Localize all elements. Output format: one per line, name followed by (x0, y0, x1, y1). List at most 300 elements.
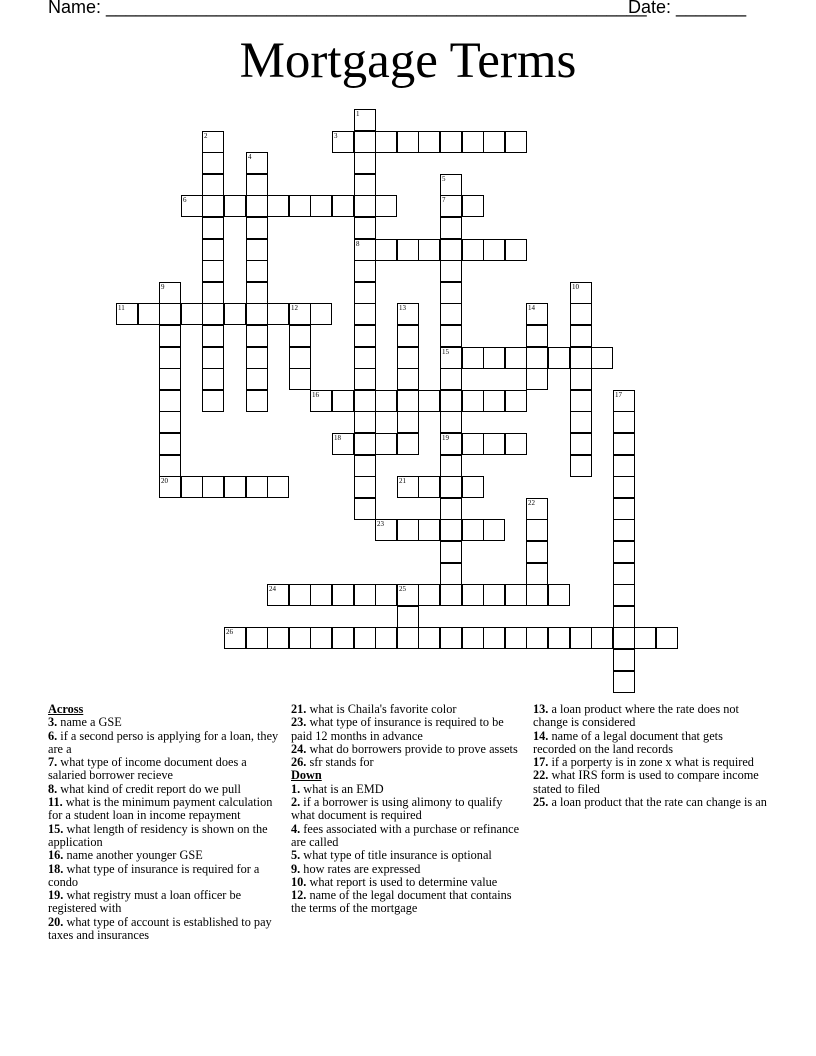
crossword-cell[interactable] (462, 627, 484, 649)
crossword-cell[interactable] (246, 260, 268, 282)
crossword-cell[interactable] (202, 325, 224, 347)
crossword-cell[interactable] (505, 239, 527, 261)
clue-number: 11. (48, 795, 63, 810)
crossword-cell[interactable] (397, 347, 419, 369)
crossword-cell[interactable] (591, 627, 613, 649)
cell-number: 12 (291, 304, 298, 312)
clue-item (48, 863, 283, 890)
crossword-cell[interactable] (440, 217, 462, 239)
crossword-cell[interactable] (613, 671, 635, 693)
crossword-cell[interactable] (246, 368, 268, 390)
crossword-cell[interactable] (354, 347, 376, 369)
crossword-cell[interactable] (613, 476, 635, 498)
clue-text: a loan product that the rate can change is an (548, 795, 767, 810)
crossword-cell[interactable] (375, 627, 397, 649)
clue-number: 4. (291, 821, 301, 836)
clue-number: 8. (48, 781, 58, 796)
crossword-cell[interactable] (202, 303, 224, 325)
crossword-cell[interactable] (440, 433, 462, 455)
crossword-cell[interactable] (440, 498, 462, 520)
crossword-cell[interactable] (202, 131, 224, 153)
crossword-cell[interactable] (397, 433, 419, 455)
crossword-cell[interactable] (440, 303, 462, 325)
crossword-cell[interactable] (526, 541, 548, 563)
clue-text: name of the legal document that contains the terms of the mortgage (291, 888, 512, 916)
crossword-cell[interactable] (526, 498, 548, 520)
crossword-cell[interactable] (354, 260, 376, 282)
crossword-cell[interactable] (202, 368, 224, 390)
crossword-cell[interactable] (440, 282, 462, 304)
crossword-cell[interactable] (548, 584, 570, 606)
crossword-cell[interactable] (397, 325, 419, 347)
crossword-cell[interactable] (310, 390, 332, 412)
cell-number: 20 (161, 477, 168, 485)
crossword-cell[interactable] (354, 109, 376, 131)
crossword-cell[interactable] (462, 239, 484, 261)
crossword-cell[interactable] (246, 347, 268, 369)
crossword-cell[interactable] (224, 476, 246, 498)
clue-number: 14. (533, 728, 549, 743)
crossword-cell[interactable] (202, 347, 224, 369)
crossword-cell[interactable] (483, 239, 505, 261)
crossword-cell[interactable] (397, 584, 419, 606)
clue-item (291, 863, 526, 876)
crossword-cell[interactable] (159, 390, 181, 412)
crossword-cell[interactable] (526, 325, 548, 347)
cell-number: 15 (442, 348, 449, 356)
clue-item (48, 849, 283, 862)
crossword-cell[interactable] (354, 217, 376, 239)
crossword-cell[interactable] (462, 584, 484, 606)
crossword-cell[interactable] (181, 303, 203, 325)
crossword-cell[interactable] (159, 433, 181, 455)
crossword-cell[interactable] (462, 131, 484, 153)
crossword-cell[interactable] (483, 584, 505, 606)
crossword-cell[interactable] (418, 390, 440, 412)
clue-item (48, 716, 283, 729)
clue-text: what is an EMD (300, 781, 384, 796)
crossword-cell[interactable] (483, 347, 505, 369)
crossword-cell[interactable] (397, 476, 419, 498)
crossword-cell[interactable] (418, 584, 440, 606)
clue-item (48, 796, 283, 823)
crossword-cell[interactable] (202, 217, 224, 239)
crossword-cell[interactable] (397, 303, 419, 325)
crossword-cell[interactable] (202, 174, 224, 196)
crossword-cell[interactable] (354, 584, 376, 606)
crossword-cell[interactable] (418, 519, 440, 541)
clue-item (48, 783, 283, 796)
crossword-cell[interactable] (354, 195, 376, 217)
crossword-cell[interactable] (354, 174, 376, 196)
crossword-cell[interactable] (354, 152, 376, 174)
crossword-cell[interactable] (289, 347, 311, 369)
clue-number: 17. (533, 755, 549, 770)
crossword-cell[interactable] (440, 476, 462, 498)
crossword-cell[interactable] (526, 563, 548, 585)
crossword-cell[interactable] (116, 303, 138, 325)
crossword-cell[interactable] (159, 411, 181, 433)
clue-text: name another younger GSE (63, 848, 203, 863)
crossword-cell[interactable] (246, 152, 268, 174)
crossword-cell[interactable] (570, 282, 592, 304)
crossword-cell[interactable] (289, 584, 311, 606)
crossword-cell[interactable] (354, 325, 376, 347)
crossword-cell[interactable] (354, 433, 376, 455)
crossword-cell[interactable] (397, 368, 419, 390)
clue-section-heading: Across (48, 702, 84, 716)
clue-number: 7. (48, 755, 58, 770)
clue-item (291, 849, 526, 862)
crossword-cell[interactable] (332, 433, 354, 455)
crossword-cell[interactable] (310, 303, 332, 325)
crossword-cell[interactable] (462, 519, 484, 541)
clue-text: if a second perso is applying for a loan, they are a (48, 728, 279, 756)
clue-text: fees associated with a purchase or refinance are called (291, 821, 520, 849)
clue-text: what length of residency is shown on the application (48, 821, 268, 849)
cell-number: 26 (226, 628, 233, 636)
crossword-cell[interactable] (289, 368, 311, 390)
crossword-cell[interactable] (613, 390, 635, 412)
crossword-cell[interactable] (440, 174, 462, 196)
clue-text: what type of title insurance is optional (300, 848, 492, 863)
crossword-cell[interactable] (440, 260, 462, 282)
crossword-cell[interactable] (483, 131, 505, 153)
clue-item (48, 730, 283, 757)
crossword-cell[interactable] (159, 347, 181, 369)
crossword-cell[interactable] (224, 627, 246, 649)
crossword-cell[interactable] (613, 433, 635, 455)
clue-item (291, 783, 526, 796)
crossword-cell[interactable] (159, 476, 181, 498)
crossword-cell[interactable] (289, 303, 311, 325)
crossword-cell[interactable] (202, 260, 224, 282)
clue-item (48, 916, 283, 943)
crossword-cell[interactable] (202, 282, 224, 304)
crossword-cell[interactable] (202, 476, 224, 498)
crossword-cell[interactable] (613, 627, 635, 649)
crossword-cell[interactable] (440, 390, 462, 412)
crossword-cell[interactable] (354, 368, 376, 390)
clue-item (291, 823, 526, 850)
cell-number: 8 (356, 240, 360, 248)
clue-text: sfr stands for (306, 755, 374, 770)
crossword-cell[interactable] (159, 303, 181, 325)
crossword-cell[interactable] (613, 606, 635, 628)
crossword-cell[interactable] (613, 498, 635, 520)
clue-text: what registry must a loan officer be registered with (48, 888, 242, 916)
crossword-cell[interactable] (462, 476, 484, 498)
crossword-cell[interactable] (397, 606, 419, 628)
crossword-cell[interactable] (526, 627, 548, 649)
crossword-cell[interactable] (375, 131, 397, 153)
crossword-cell[interactable] (548, 627, 570, 649)
crossword-cell[interactable] (224, 303, 246, 325)
clue-item (48, 823, 283, 850)
crossword-cell[interactable] (440, 131, 462, 153)
crossword-cell[interactable] (354, 390, 376, 412)
crossword-cell[interactable] (246, 239, 268, 261)
clue-number: 10. (291, 874, 307, 889)
crossword-cell[interactable] (332, 390, 354, 412)
clue-text: name a GSE (57, 715, 122, 730)
clue-item (48, 889, 283, 916)
crossword-cell[interactable] (570, 368, 592, 390)
crossword-cell[interactable] (267, 195, 289, 217)
crossword-cell[interactable] (418, 131, 440, 153)
crossword-cell[interactable] (526, 368, 548, 390)
crossword-cell[interactable] (613, 584, 635, 606)
crossword-cell[interactable] (570, 325, 592, 347)
clue-item (533, 730, 768, 757)
crossword-cell[interactable] (224, 195, 246, 217)
clue-number: 19. (48, 888, 64, 903)
crossword-cell[interactable] (418, 627, 440, 649)
crossword-cell[interactable] (159, 455, 181, 477)
crossword-cell[interactable] (526, 519, 548, 541)
clue-item (533, 769, 768, 796)
crossword-cell[interactable] (289, 325, 311, 347)
cell-number: 7 (442, 196, 446, 204)
crossword-cell[interactable] (440, 519, 462, 541)
clue-number: 12. (291, 888, 307, 903)
cell-number: 23 (377, 520, 384, 528)
crossword-cell[interactable] (354, 455, 376, 477)
clue-column-3 (533, 703, 768, 809)
crossword-cell[interactable] (202, 239, 224, 261)
crossword-cell[interactable] (246, 195, 268, 217)
clue-number: 23. (291, 715, 307, 730)
crossword-cell[interactable] (397, 411, 419, 433)
crossword-cell[interactable] (202, 152, 224, 174)
crossword-cell[interactable] (354, 282, 376, 304)
cell-number: 21 (399, 477, 406, 485)
cell-number: 24 (269, 585, 276, 593)
crossword-cell[interactable] (397, 239, 419, 261)
clue-item (533, 756, 768, 769)
crossword-cell[interactable] (332, 627, 354, 649)
crossword-cell[interactable] (440, 411, 462, 433)
crossword-cell[interactable] (246, 303, 268, 325)
crossword-cell[interactable] (397, 131, 419, 153)
crossword-cell[interactable] (440, 455, 462, 477)
clue-item (533, 796, 768, 809)
crossword-cell[interactable] (570, 627, 592, 649)
clue-number: 21. (291, 702, 307, 716)
clue-item (291, 716, 526, 743)
crossword-cell[interactable] (246, 476, 268, 498)
crossword-cell[interactable] (462, 195, 484, 217)
crossword-cell[interactable] (570, 433, 592, 455)
crossword-cell[interactable] (634, 627, 656, 649)
crossword-cell[interactable] (505, 627, 527, 649)
cell-number: 14 (528, 304, 535, 312)
crossword-cell[interactable] (267, 476, 289, 498)
clue-column-1 (48, 703, 283, 942)
cell-number: 18 (334, 434, 341, 442)
clue-number: 5. (291, 848, 301, 863)
crossword-cell[interactable] (375, 519, 397, 541)
crossword-cell[interactable] (526, 303, 548, 325)
crossword-cell[interactable] (246, 627, 268, 649)
crossword-cell[interactable] (397, 390, 419, 412)
crossword-cell[interactable] (613, 541, 635, 563)
crossword-cell[interactable] (181, 195, 203, 217)
crossword-cell[interactable] (462, 390, 484, 412)
crossword-cell[interactable] (440, 541, 462, 563)
crossword-cell[interactable] (375, 584, 397, 606)
crossword-cell[interactable] (246, 282, 268, 304)
crossword-cell[interactable] (310, 195, 332, 217)
clue-section-heading: Down (291, 768, 322, 783)
crossword-cell[interactable] (246, 174, 268, 196)
clue-item (533, 703, 768, 730)
clue-text: what type of insurance is required for a condo (48, 861, 260, 889)
clue-text: what kind of credit report do we pull (57, 781, 241, 796)
crossword-cell[interactable] (570, 390, 592, 412)
crossword-cell[interactable] (246, 217, 268, 239)
crossword-cell[interactable] (354, 498, 376, 520)
crossword-cell[interactable] (440, 563, 462, 585)
crossword-cell[interactable] (267, 303, 289, 325)
crossword-cell[interactable] (591, 347, 613, 369)
crossword-cell[interactable] (570, 347, 592, 369)
crossword-cell[interactable] (505, 584, 527, 606)
crossword-cell[interactable] (613, 563, 635, 585)
crossword-cell[interactable] (138, 303, 160, 325)
crossword-cell[interactable] (483, 390, 505, 412)
crossword-cell[interactable] (613, 519, 635, 541)
crossword-cell[interactable] (613, 649, 635, 671)
crossword-cell[interactable] (289, 195, 311, 217)
crossword-cell[interactable] (397, 519, 419, 541)
crossword-cell[interactable] (570, 303, 592, 325)
clue-number: 16. (48, 848, 64, 863)
cell-number: 11 (118, 304, 125, 312)
clue-item (291, 703, 526, 716)
crossword-cell[interactable] (159, 325, 181, 347)
clue-item (48, 756, 283, 783)
crossword-cell[interactable] (375, 433, 397, 455)
crossword-cell[interactable] (246, 325, 268, 347)
cell-number: 16 (312, 391, 319, 399)
crossword-cell[interactable] (440, 325, 462, 347)
crossword-cell[interactable] (613, 411, 635, 433)
crossword-cell[interactable] (505, 433, 527, 455)
crossword-cell[interactable] (570, 455, 592, 477)
puzzle-title: Mortgage Terms (239, 33, 577, 89)
cell-number: 9 (161, 283, 165, 291)
clue-text: name of a legal document that gets recorded on the land records (533, 728, 723, 756)
clue-item (291, 876, 526, 889)
crossword-cell[interactable] (505, 390, 527, 412)
clue-number: 13. (533, 702, 549, 716)
crossword-cell[interactable] (202, 390, 224, 412)
crossword-cell[interactable] (526, 584, 548, 606)
crossword-cell[interactable] (375, 195, 397, 217)
clue-text: what IRS form is used to compare income stated to filed (533, 768, 759, 796)
cell-number: 1 (356, 110, 360, 118)
crossword-cell[interactable] (159, 368, 181, 390)
crossword-cell[interactable] (310, 584, 332, 606)
crossword-cell[interactable] (332, 195, 354, 217)
crossword-cell[interactable] (159, 282, 181, 304)
crossword-cell[interactable] (332, 131, 354, 153)
crossword-cell[interactable] (289, 627, 311, 649)
crossword-cell[interactable] (483, 519, 505, 541)
clue-text: what is Chaila's favorite color (306, 702, 457, 716)
crossword-cell[interactable] (375, 390, 397, 412)
clue-text: what is the minimum payment calculation for a student loan in income repayment (48, 795, 273, 823)
name-field-label: Name: ______________________________________________________ (48, 0, 647, 17)
crossword-cell[interactable] (440, 584, 462, 606)
crossword-cell[interactable] (354, 627, 376, 649)
clue-number: 1. (291, 781, 301, 796)
clue-number: 2. (291, 795, 301, 810)
crossword-cell[interactable] (354, 239, 376, 261)
clue-number: 6. (48, 728, 58, 743)
crossword-cell[interactable] (310, 627, 332, 649)
crossword-cell[interactable] (483, 433, 505, 455)
crossword-cell[interactable] (440, 239, 462, 261)
crossword-cell[interactable] (656, 627, 678, 649)
clue-number: 24. (291, 741, 307, 756)
crossword-cell[interactable] (570, 411, 592, 433)
crossword-cell[interactable] (354, 303, 376, 325)
clue-column-2 (291, 703, 526, 916)
crossword-cell[interactable] (462, 433, 484, 455)
clue-number: 26. (291, 755, 307, 770)
clue-item (291, 796, 526, 823)
crossword-cell[interactable] (375, 239, 397, 261)
crossword-cell[interactable] (354, 131, 376, 153)
crossword-cell[interactable] (526, 347, 548, 369)
crossword-cell[interactable] (354, 476, 376, 498)
clue-text: if a borrower is using alimony to qualify what document is required (291, 795, 503, 823)
crossword-cell[interactable] (202, 195, 224, 217)
crossword-cell[interactable] (440, 195, 462, 217)
clue-number: 18. (48, 861, 64, 876)
crossword-cell[interactable] (505, 347, 527, 369)
crossword-cell[interactable] (181, 476, 203, 498)
crossword-cell[interactable] (462, 347, 484, 369)
crossword-cell[interactable] (440, 368, 462, 390)
crossword-cell[interactable] (440, 627, 462, 649)
clue-item (291, 889, 526, 916)
date-field-label: Date: _______ (628, 0, 747, 17)
cell-number: 17 (615, 391, 622, 399)
cell-number: 6 (183, 196, 187, 204)
crossword-cell[interactable] (354, 411, 376, 433)
crossword-cell[interactable] (267, 584, 289, 606)
clue-item (291, 743, 526, 756)
crossword-cell[interactable] (418, 239, 440, 261)
crossword-cell[interactable] (613, 455, 635, 477)
crossword-cell[interactable] (418, 476, 440, 498)
clue-number: 25. (533, 795, 549, 810)
clue-number: 15. (48, 821, 64, 836)
clue-text: what do borrowers provide to prove assets (306, 741, 518, 756)
cell-number: 13 (399, 304, 406, 312)
crossword-cell[interactable] (548, 347, 570, 369)
crossword-cell[interactable] (483, 627, 505, 649)
crossword-cell[interactable] (267, 627, 289, 649)
crossword-cell[interactable] (246, 390, 268, 412)
crossword-cell[interactable] (397, 627, 419, 649)
crossword-cell[interactable] (440, 347, 462, 369)
crossword-cell[interactable] (505, 131, 527, 153)
crossword-cell[interactable] (332, 584, 354, 606)
